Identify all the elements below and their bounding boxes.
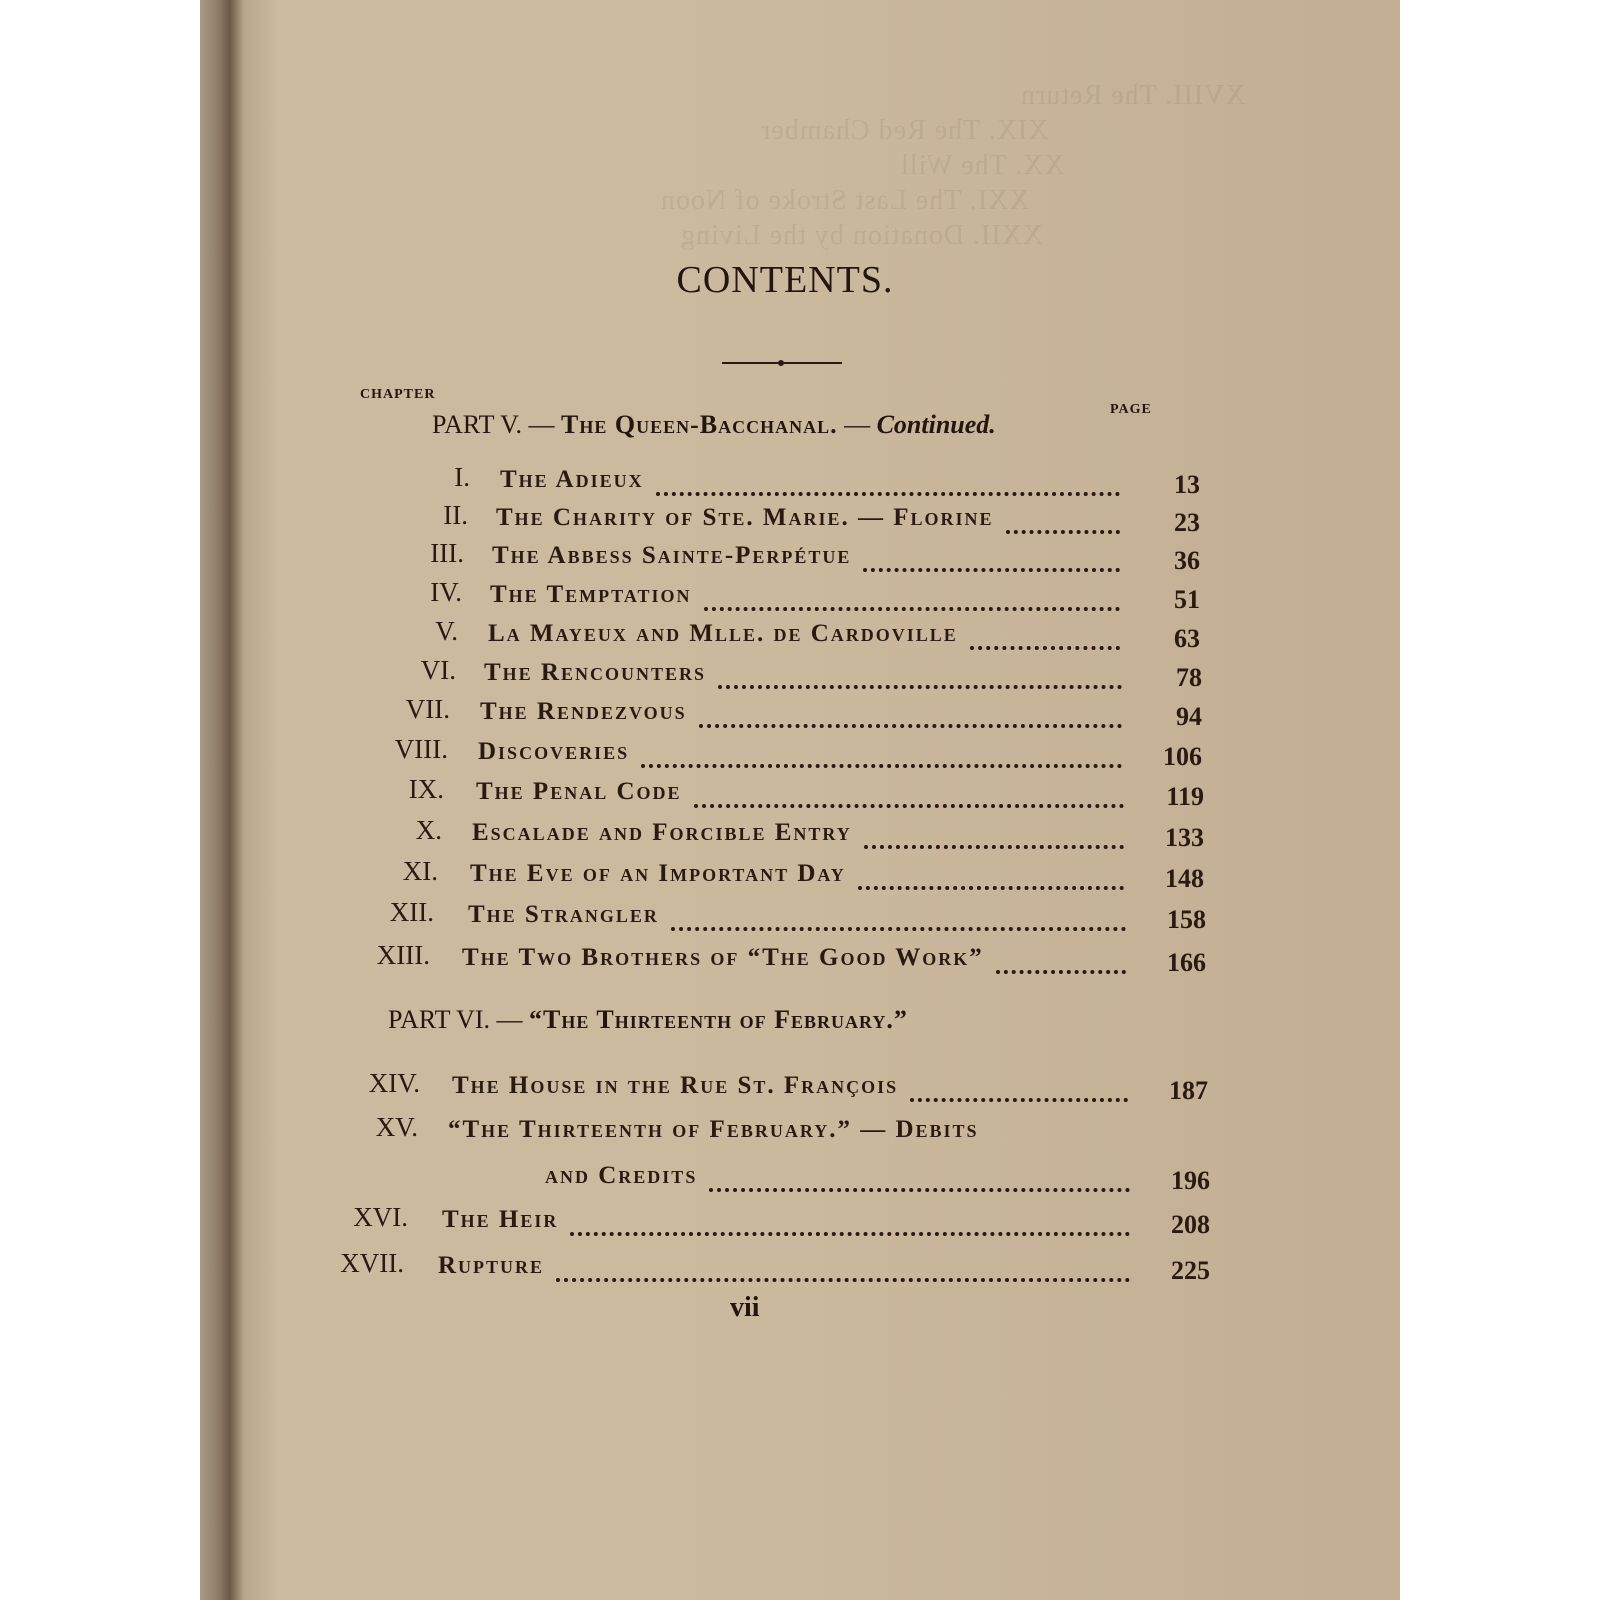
- part-title: “The Thirteenth of February.”: [529, 1005, 908, 1034]
- page-number: 148: [1165, 864, 1204, 893]
- chapter-numeral: XIII.: [376, 940, 430, 970]
- page-column-header: PAGE: [1110, 402, 1152, 417]
- part-heading: [388, 1005, 908, 1035]
- dot-leader: [709, 1168, 1130, 1192]
- dot-leader: [970, 626, 1120, 650]
- chapter-numeral: XIV.: [368, 1068, 420, 1098]
- chapter-title: The Heir: [442, 1206, 559, 1233]
- part-label: PART V.: [432, 410, 522, 439]
- chapter-title: The Rencounters: [484, 659, 707, 686]
- dot-leader: [570, 1212, 1130, 1236]
- show-through-text: XX. The Will: [900, 150, 1065, 181]
- page-folio: vii: [730, 1292, 760, 1323]
- dot-leader: [910, 1078, 1128, 1102]
- dot-leader: [1006, 510, 1120, 534]
- chapter-title: Escalade and Forcible Entry: [472, 819, 852, 846]
- show-through-text: XXI. The Last Stroke of Noon: [660, 185, 1030, 216]
- dot-leader: [718, 665, 1122, 689]
- chapter-numeral: VI.: [420, 655, 456, 685]
- part-label: PART VI.: [388, 1005, 491, 1034]
- chapter-title: The Penal Code: [476, 778, 682, 805]
- dot-leader: [704, 587, 1120, 611]
- page-number: 106: [1163, 742, 1202, 771]
- page-number: 63: [1174, 624, 1200, 653]
- chapter-numeral: XII.: [389, 897, 434, 927]
- ornamental-rule: [722, 362, 842, 364]
- dot-leader: [694, 784, 1124, 808]
- chapter-title: The Adieux: [500, 466, 644, 493]
- dot-leader: [858, 866, 1124, 890]
- chapter-title: “The Thirteenth of February.” — Debits: [448, 1116, 979, 1143]
- chapter-title: The House in the Rue St. François: [452, 1072, 899, 1099]
- chapter-title: The Two Brothers of “The Good Work”: [462, 944, 984, 971]
- chapter-numeral: V.: [435, 616, 458, 646]
- chapter-numeral: I.: [454, 462, 470, 492]
- page-number: 158: [1167, 905, 1206, 934]
- page-number: 119: [1166, 782, 1204, 811]
- chapter-title-continued: and Credits: [545, 1162, 698, 1189]
- dot-leader: [671, 907, 1126, 931]
- chapter-numeral: XVII.: [340, 1248, 404, 1278]
- show-through-text: XXII. Donation by the Living: [680, 220, 1044, 251]
- page-number: 36: [1174, 546, 1200, 575]
- contents-heading: CONTENTS.: [676, 259, 894, 301]
- chapter-numeral: IX.: [408, 774, 444, 804]
- chapter-numeral: VII.: [405, 694, 450, 724]
- part-heading: [432, 410, 996, 440]
- chapter-title: The Temptation: [490, 581, 692, 608]
- show-through-text: XVIII. The Return: [1020, 80, 1246, 111]
- chapter-title: The Abbess Sainte-Perpétue: [492, 542, 852, 569]
- chapter-numeral: XI.: [402, 856, 438, 886]
- page-number: 51: [1174, 585, 1200, 614]
- show-through-text: XIX. The Red Chamber: [760, 115, 1049, 146]
- chapter-numeral: X.: [415, 815, 442, 845]
- part-suffix-separator: —: [837, 410, 877, 439]
- chapter-title: Rupture: [438, 1252, 545, 1279]
- dot-leader: [641, 744, 1122, 768]
- part-separator: —: [490, 1005, 530, 1034]
- chapter-numeral: VIII.: [394, 734, 448, 764]
- chapter-title: The Charity of Ste. Marie. — Florine: [496, 504, 994, 531]
- dot-leader: [656, 472, 1120, 496]
- page-number: 196: [1171, 1166, 1210, 1195]
- part-title: The Queen-Bacchanal.: [561, 410, 838, 439]
- chapter-title: La Mayeux and Mlle. de Cardoville: [488, 620, 958, 647]
- chapter-numeral: III.: [430, 538, 464, 568]
- chapter-numeral: XV.: [375, 1112, 418, 1142]
- part-suffix: Continued.: [876, 410, 996, 439]
- page-number: 133: [1165, 823, 1204, 852]
- page-number: 166: [1167, 948, 1206, 977]
- dot-leader: [863, 548, 1120, 572]
- page-number: 23: [1174, 508, 1200, 537]
- dot-leader: [556, 1258, 1130, 1282]
- page-number: 94: [1176, 702, 1202, 731]
- page-number: 13: [1174, 470, 1200, 499]
- page-number: 187: [1169, 1076, 1208, 1105]
- page-number: 225: [1171, 1256, 1210, 1285]
- dot-leader: [996, 950, 1126, 974]
- chapter-title: Discoveries: [478, 738, 630, 765]
- chapter-title: The Strangler: [468, 901, 659, 928]
- page-number: 208: [1171, 1210, 1210, 1239]
- part-separator: —: [522, 410, 561, 439]
- chapter-title: The Eve of an Important Day: [470, 860, 846, 887]
- dot-leader: [864, 825, 1124, 849]
- page-number: 78: [1176, 663, 1202, 692]
- chapter-numeral: XVI.: [353, 1202, 408, 1232]
- chapter-title: The Rendezvous: [480, 698, 687, 725]
- dot-leader: [699, 704, 1122, 728]
- chapter-numeral: II.: [443, 500, 468, 530]
- chapter-column-header: CHAPTER: [360, 387, 436, 402]
- chapter-numeral: IV.: [430, 577, 462, 607]
